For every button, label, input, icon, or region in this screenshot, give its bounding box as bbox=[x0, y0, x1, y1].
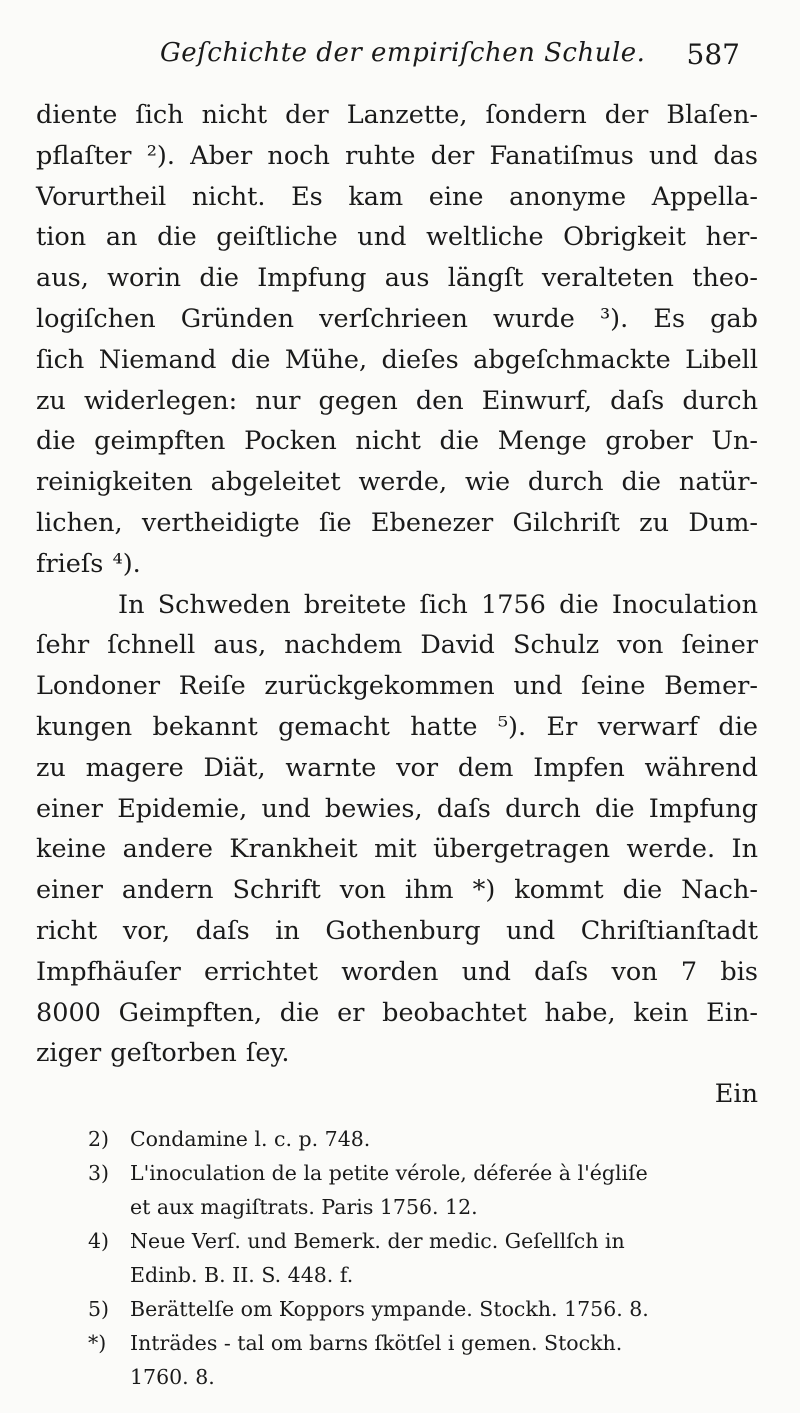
running-head bbox=[160, 38, 740, 78]
running-title: Geſchichte der empiriſchen Schule. bbox=[160, 38, 646, 68]
text-line: In Schweden breitete ſich 1756 die Inoculation bbox=[118, 589, 758, 620]
footnote-text: Neue Verſ. und Bemerk. der medic. Geſellſch in bbox=[130, 1229, 625, 1253]
catchword: Ein bbox=[714, 1079, 758, 1110]
footnote-mark: 4) bbox=[88, 1229, 110, 1253]
text-line: reinigkeiten abgeleitet werde, wie durch die natür- bbox=[36, 467, 758, 498]
text-line: ſich Niemand die Mühe, dieſes abgeſchmackte Libell bbox=[36, 344, 758, 375]
text-line: frieſs ⁴). bbox=[36, 548, 141, 579]
text-line: die geimpften Pocken nicht die Menge grober Un- bbox=[36, 426, 758, 457]
footnote-continuation: 1760. 8. bbox=[130, 1365, 215, 1389]
text-line: keine andere Krankheit mit übergetragen werde. In bbox=[36, 834, 758, 865]
footnote bbox=[88, 1122, 768, 1156]
text-line: einer Epidemie, und bewies, daſs durch die Impfung bbox=[36, 793, 758, 824]
page-number: 587 bbox=[686, 38, 740, 71]
footnote-text: Condamine l. c. p. 748. bbox=[130, 1127, 371, 1151]
text-line: zu magere Diät, warnte vor dem Impfen während bbox=[36, 752, 758, 783]
text-line: einer andern Schrift von ihm *) kommt die Nach- bbox=[36, 875, 758, 906]
text-line: tion an die geiſtliche und weltliche Obrigkeit her- bbox=[36, 222, 758, 253]
footnote-text: Berättelſe om Koppors ympande. Stockh. 1756. 8. bbox=[130, 1297, 649, 1321]
footnote-mark: 3) bbox=[88, 1161, 110, 1185]
footnotes bbox=[88, 1122, 768, 1394]
text-line: kungen bekannt gemacht hatte ⁵). Er verwarf die bbox=[36, 711, 758, 742]
text-line: diente ſich nicht der Lanzette, ſondern der Blaſen- bbox=[36, 100, 758, 130]
footnote-mark: 5) bbox=[88, 1297, 110, 1321]
text-line: pflaſter ²). Aber noch ruhte der Fanatiſmus und das bbox=[36, 140, 758, 171]
text-line: Londoner Reiſe zurückgekommen und ſeine Bemer- bbox=[36, 671, 758, 702]
text-line: logiſchen Gründen verſchrieen wurde ³). Es gab bbox=[36, 303, 758, 334]
text-line: richt vor, daſs in Gothenburg und Chriſtianſtadt bbox=[36, 915, 758, 946]
text-line: Impfhäuſer errichtet worden und daſs von 7 bis bbox=[36, 956, 758, 987]
footnote-mark: *) bbox=[88, 1331, 107, 1355]
footnote-text: L'inoculation de la petite vérole, déferée à l'égliſe bbox=[130, 1161, 648, 1185]
footnote bbox=[88, 1156, 768, 1190]
text-line: zu widerlegen: nur gegen den Einwurf, daſs durch bbox=[36, 385, 758, 416]
footnote bbox=[88, 1292, 768, 1326]
text-line: ziger geſtorben ſey. bbox=[36, 1038, 290, 1069]
footnote-continuation: Edinb. B. II. S. 448. f. bbox=[130, 1263, 354, 1287]
footnote bbox=[88, 1326, 768, 1360]
body-text bbox=[36, 95, 758, 1115]
footnote-continuation: et aux magiſtrats. Paris 1756. 12. bbox=[130, 1195, 478, 1219]
footnote bbox=[88, 1224, 768, 1258]
footnote-text: Inträdes - tal om barns ſkötſel i gemen. Stockh. bbox=[130, 1331, 623, 1355]
text-line: ſehr ſchnell aus, nachdem David Schulz von ſeiner bbox=[36, 630, 758, 661]
text-line: aus, worin die Impfung aus längſt veralteten theo- bbox=[36, 263, 758, 294]
footnote-mark: 2) bbox=[88, 1127, 110, 1151]
text-line: 8000 Geimpften, die er beobachtet habe, kein Ein- bbox=[36, 997, 758, 1028]
text-line: lichen, vertheidigte ſie Ebenezer Gilchriſt zu Dum- bbox=[36, 507, 758, 538]
text-line: Vorurtheil nicht. Es kam eine anonyme Appella- bbox=[36, 181, 758, 212]
